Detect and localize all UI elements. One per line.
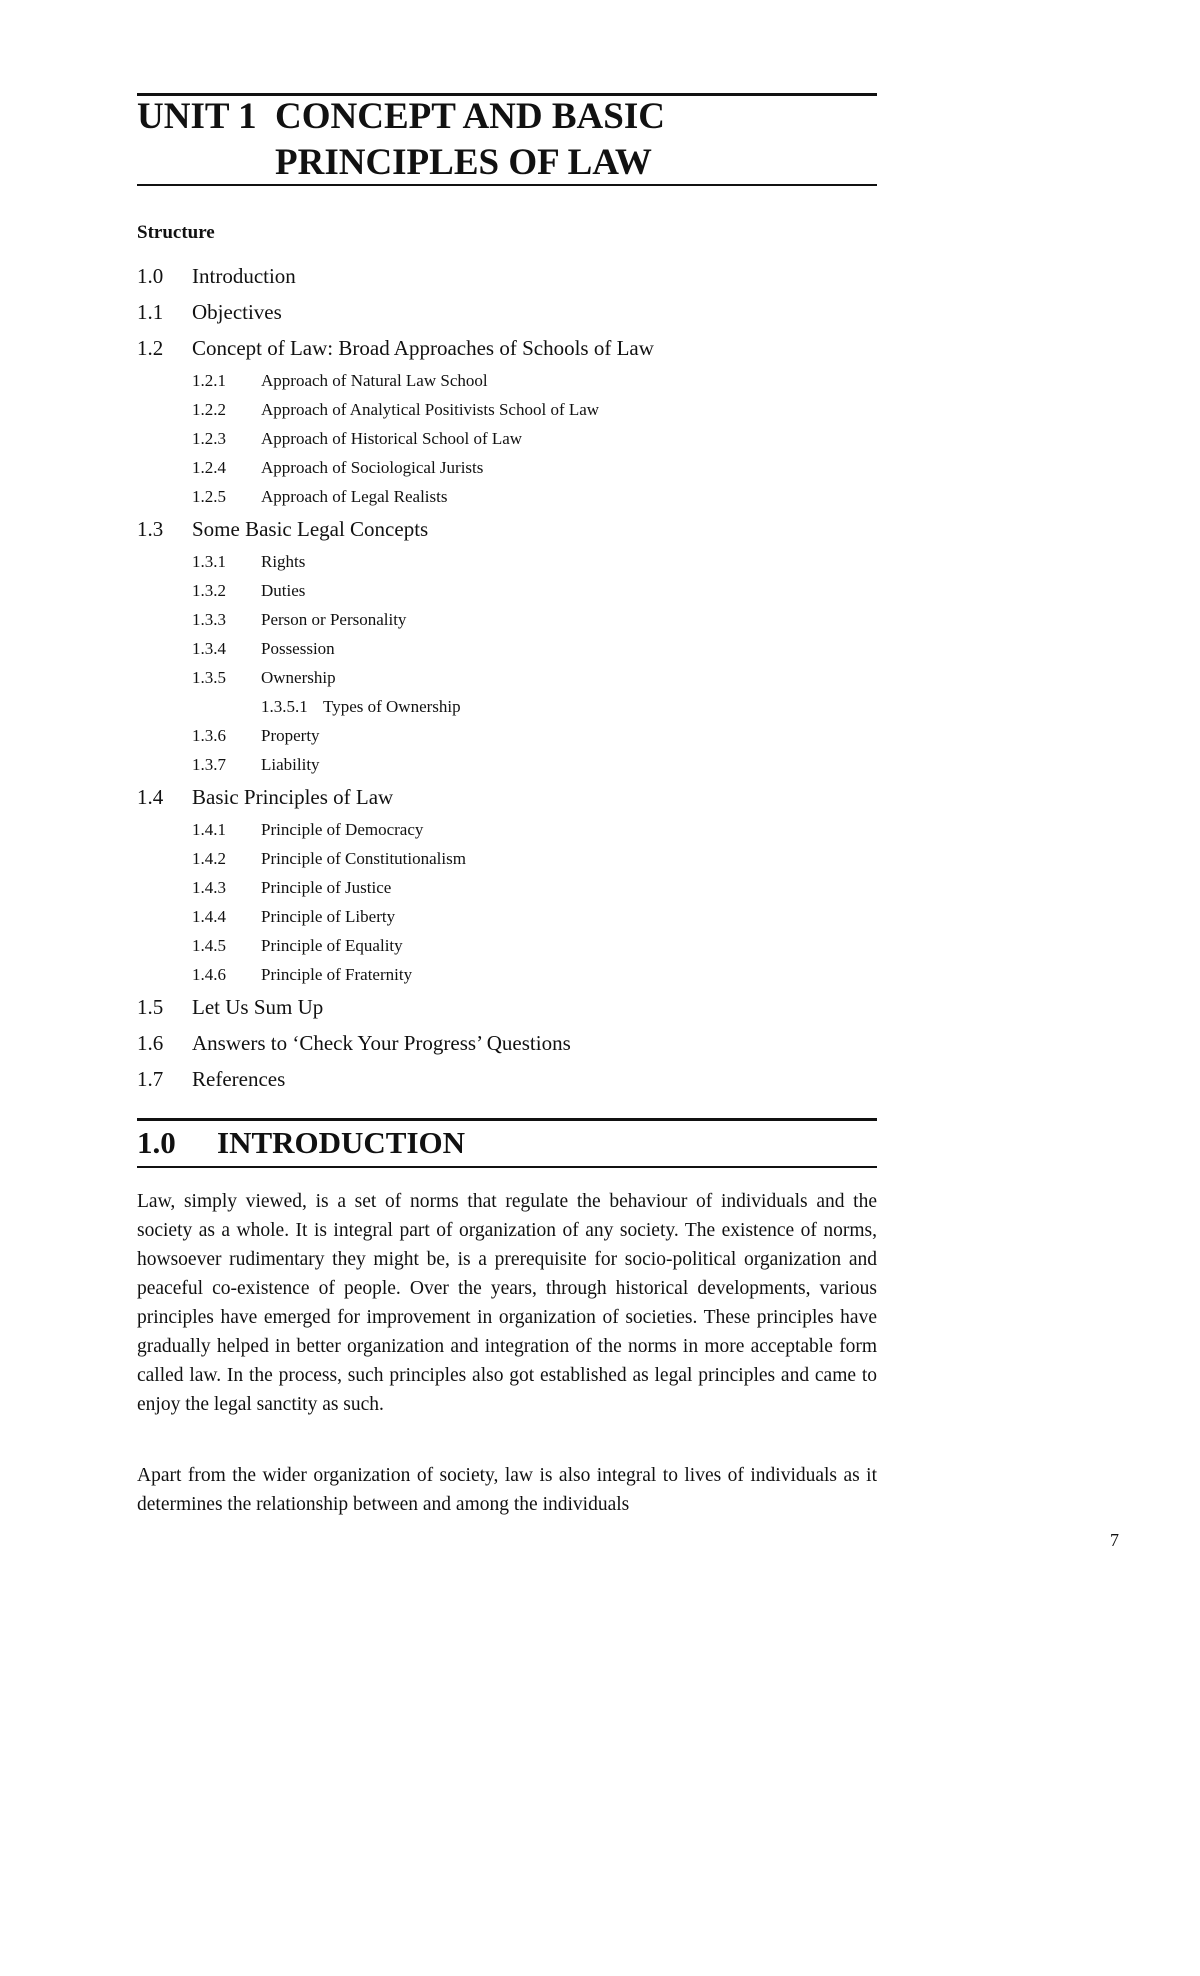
toc-item-text: Approach of Analytical Positivists School of Law <box>261 400 600 419</box>
toc-item-text: Duties <box>261 581 306 600</box>
toc-item-number: 1.4.6 <box>192 965 226 984</box>
toc-item <box>137 873 877 902</box>
toc-item <box>137 960 877 989</box>
toc-item-number: 1.3.2 <box>192 581 226 600</box>
toc-item-number: 1.7 <box>137 1067 164 1091</box>
toc-item <box>137 663 877 692</box>
toc-item-number: 1.2 <box>137 336 164 360</box>
toc-item-text: Person or Personality <box>261 610 407 629</box>
toc-item-number: 1.0 <box>137 264 164 288</box>
toc-item-number: 1.6 <box>137 1031 164 1055</box>
section-number: 1.0 <box>137 1125 176 1160</box>
toc-item-number: 1.2.1 <box>192 371 226 390</box>
toc-item <box>137 511 877 547</box>
toc-item-text: Property <box>261 726 320 745</box>
toc-item <box>137 294 877 330</box>
toc-item <box>137 634 877 663</box>
toc-item-number: 1.3.5.1 <box>261 697 308 716</box>
heading-bottom-rule <box>137 184 877 186</box>
toc-item-text: Principle of Constitutionalism <box>261 849 466 868</box>
toc-item <box>137 750 877 779</box>
toc-item-text: Answers to ‘Check Your Progress’ Questions <box>192 1031 571 1055</box>
toc-item-text: Some Basic Legal Concepts <box>192 517 429 541</box>
toc-item-text: Possession <box>261 639 335 658</box>
section-title: INTRODUCTION <box>217 1125 466 1160</box>
toc-item-text: Rights <box>261 552 306 571</box>
toc-item-text: Principle of Democracy <box>261 820 424 839</box>
paragraph-1: Law, simply viewed, is a set of norms that regulate the behaviour of individuals and the society as a whole. It is integral part of organization of any society. The existence of norms, howsoever rudimentary they might be, is a prerequisite for socio-political organization and peaceful co-existence of people. Over the years, through historical developments, various principles have emerged for improvement in organization of societies. These principles have gradually helped in better organization and integration of the norms in more acceptable form called law. In the process, such principles also got established as legal principles and came to enjoy the legal sanctity as such. <box>137 1191 877 1415</box>
toc-item-number: 1.1 <box>137 300 164 324</box>
toc-item <box>137 902 877 931</box>
toc-item <box>137 844 877 873</box>
toc-item-number: 1.4.2 <box>192 849 226 868</box>
toc-item-number: 1.3.5 <box>192 668 226 687</box>
toc-item-text: Objectives <box>192 300 282 324</box>
toc-item <box>137 395 877 424</box>
toc-item-number: 1.3.4 <box>192 639 226 658</box>
unit-title: CONCEPT AND BASIC PRINCIPLES OF LAW <box>275 96 665 183</box>
toc-item-number: 1.2.3 <box>192 429 226 448</box>
toc-item-text: Principle of Justice <box>261 878 392 897</box>
toc-item <box>137 330 877 366</box>
toc-item <box>137 1025 877 1061</box>
toc-item <box>137 815 877 844</box>
toc-item-text: Let Us Sum Up <box>192 995 324 1019</box>
toc-item-text: Basic Principles of Law <box>192 785 394 809</box>
toc-item-text: Types of Ownership <box>323 697 461 716</box>
toc-item-text: Liability <box>261 755 320 774</box>
toc-item-text: Approach of Natural Law School <box>261 371 488 390</box>
toc-item-number: 1.3 <box>137 517 164 541</box>
toc-item-text: Approach of Sociological Jurists <box>261 458 484 477</box>
toc-item <box>137 424 877 453</box>
toc-item <box>137 1061 877 1097</box>
toc-item <box>137 366 877 395</box>
toc-item-number: 1.3.3 <box>192 610 226 629</box>
page-number: 7 <box>1110 1530 1119 1550</box>
toc-item <box>137 779 877 815</box>
toc-item-number: 1.5 <box>137 995 164 1019</box>
toc-item <box>137 482 877 511</box>
toc-item-text: Principle of Equality <box>261 936 403 955</box>
toc-item-text: Introduction <box>192 264 296 288</box>
unit-label: UNIT 1 <box>137 96 257 137</box>
toc-item <box>137 453 877 482</box>
table-of-contents <box>137 258 877 1097</box>
toc-item-text: References <box>192 1067 286 1091</box>
section-bottom-rule <box>137 1166 877 1168</box>
toc-item <box>137 258 877 294</box>
toc-item-number: 1.4.3 <box>192 878 226 897</box>
toc-item <box>137 692 877 721</box>
toc-item <box>137 547 877 576</box>
toc-item <box>137 576 877 605</box>
toc-item <box>137 931 877 960</box>
paragraph-2: Apart from the wider organization of society, law is also integral to lives of individuals as it determines the relationship between and among the individuals <box>137 1465 877 1515</box>
toc-item-text: Principle of Fraternity <box>261 965 413 984</box>
section-top-rule <box>137 1118 877 1121</box>
toc-item <box>137 721 877 750</box>
toc-item-number: 1.3.1 <box>192 552 226 571</box>
toc-item-number: 1.4.4 <box>192 907 226 926</box>
toc-item-number: 1.3.6 <box>192 726 226 745</box>
toc-item-number: 1.4.5 <box>192 936 226 955</box>
toc-item-number: 1.4 <box>137 785 164 809</box>
toc-item-text: Principle of Liberty <box>261 907 396 926</box>
toc-item-number: 1.2.5 <box>192 487 226 506</box>
toc-item <box>137 989 877 1025</box>
toc-item-number: 1.3.7 <box>192 755 226 774</box>
toc-item-number: 1.4.1 <box>192 820 226 839</box>
toc-item-text: Ownership <box>261 668 336 687</box>
toc-item-text: Approach of Legal Realists <box>261 487 448 506</box>
toc-item-number: 1.2.4 <box>192 458 226 477</box>
toc-item-text: Concept of Law: Broad Approaches of Schools of Law <box>192 336 654 360</box>
toc-item-text: Approach of Historical School of Law <box>261 429 523 448</box>
toc-item-number: 1.2.2 <box>192 400 226 419</box>
structure-heading: Structure <box>137 222 215 243</box>
toc-item <box>137 605 877 634</box>
